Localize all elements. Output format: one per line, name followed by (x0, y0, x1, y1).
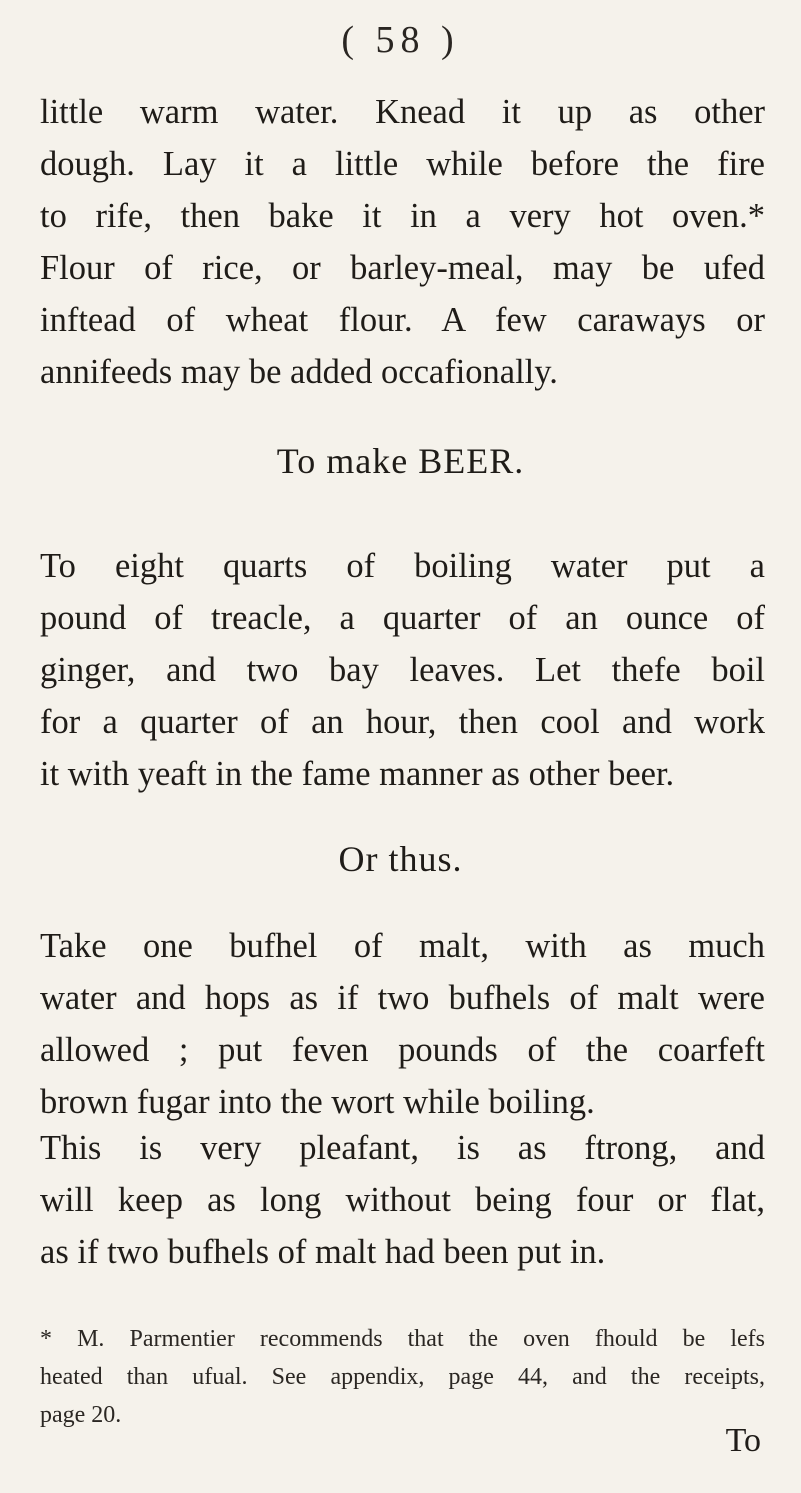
paragraph-beer-recipe (40, 540, 765, 800)
paragraph-malt-recipe (40, 920, 765, 1128)
text-line: Take one bufhel of malt, with as much (40, 927, 765, 965)
text-line: allowed ; put feven pounds of the coarfeft (40, 1031, 765, 1069)
text-line: pound of treacle, a quarter of an ounce of (40, 599, 765, 637)
text-line: will keep as long without being four or flat, (40, 1181, 765, 1219)
text-line: ginger, and two bay leaves. Let thefe boil (40, 651, 765, 689)
paragraph-bread-instructions (40, 86, 765, 398)
text-line: to rife, then bake it in a very hot oven.* (40, 197, 765, 235)
text-line: inftead of wheat flour. A few caraways or (40, 301, 765, 339)
text-line: for a quarter of an hour, then cool and work (40, 703, 765, 741)
footnote-line: page 20. (40, 1402, 122, 1428)
footnote-line: * M. Parmentier recommends that the oven fhould be lefs (40, 1326, 765, 1352)
section-heading-beer: To make BEER. (276, 441, 525, 481)
text-line: water and hops as if two bufhels of malt were (40, 979, 765, 1017)
text-line: Flour of rice, or barley-meal, may be ufed (40, 249, 765, 287)
section-heading-or-thus: Or thus. (338, 839, 463, 879)
footnote-line: heated than ufual. See appendix, page 44, and the receipts, (40, 1364, 765, 1390)
text-line: brown fugar into the wort while boiling. (40, 1083, 595, 1121)
catchword: To (725, 1422, 761, 1459)
text-line: it with yeaft in the fame manner as other beer. (40, 755, 675, 793)
text-line: dough. Lay it a little while before the fire (40, 145, 765, 183)
text-line: little warm water. Knead it up as other (40, 93, 765, 131)
text-line: This is very pleafant, is as ftrong, and (40, 1129, 765, 1167)
paragraph-malt-notes (40, 1122, 765, 1278)
text-line: as if two bufhels of malt had been put in. (40, 1233, 606, 1271)
page-number-header: ( 58 ) (341, 19, 460, 61)
footnote (40, 1320, 765, 1434)
text-line: To eight quarts of boiling water put a (40, 547, 765, 585)
text-line: annifeeds may be added occafionally. (40, 353, 558, 391)
